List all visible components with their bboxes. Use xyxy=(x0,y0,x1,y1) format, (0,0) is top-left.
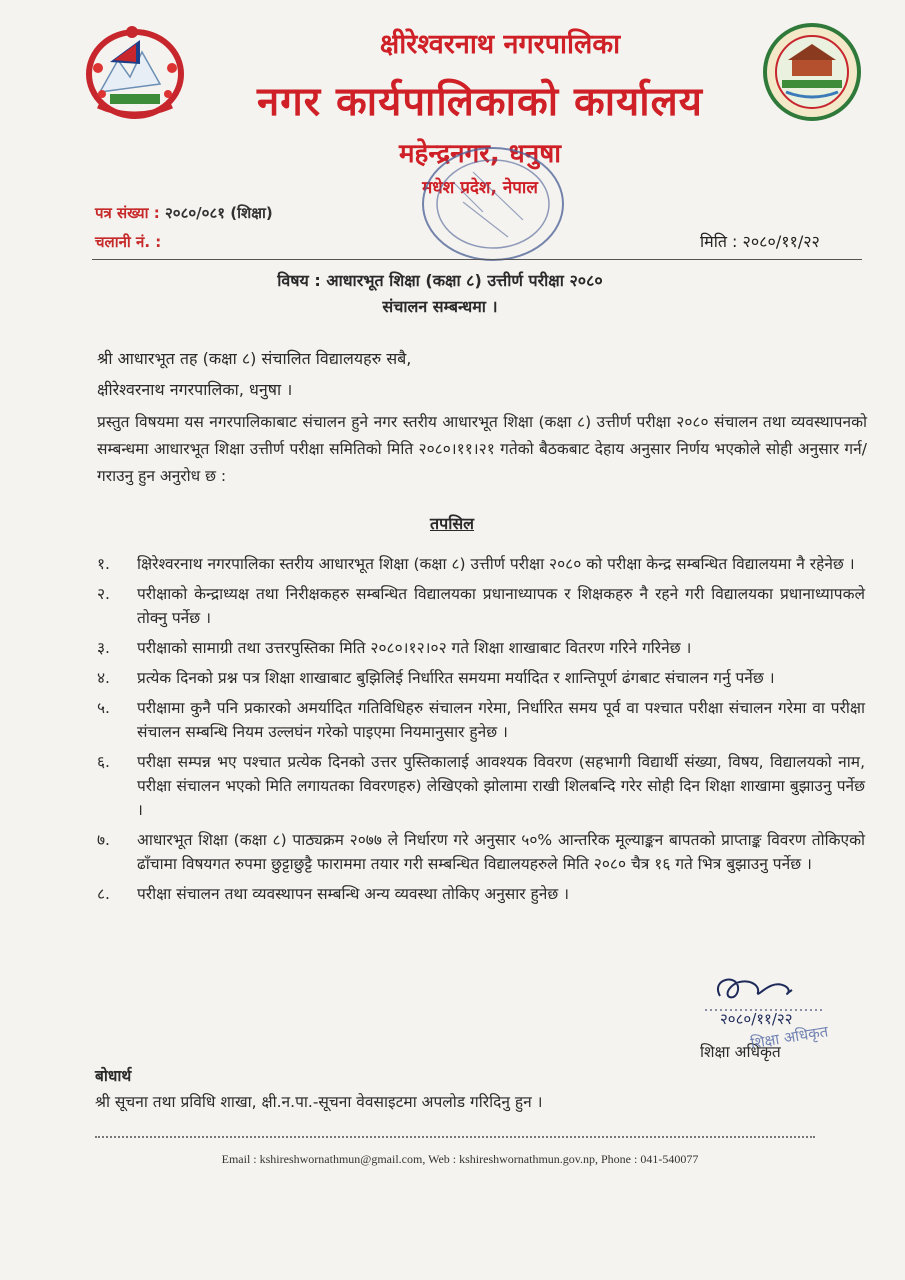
list-item-text: परीक्षा संचालन तथा व्यवस्थापन सम्बन्धि अन्य व्यवस्था तोकिए अनुसार हुनेछ । xyxy=(137,885,570,903)
list-item xyxy=(95,696,865,744)
footer-contact: Email : kshireshwornathmun@gmail.com, Web : kshireshwornathmun.gov.np, Phone : 041-540077 xyxy=(221,1152,699,1166)
list-item-number: ५. xyxy=(97,699,110,717)
office-name: नगर कार्यपालिकाको कार्यालय xyxy=(257,79,703,125)
office-location: महेन्द्रनगर, धनुषा xyxy=(398,139,561,169)
body-paragraph: प्रस्तुत विषयमा यस नगरपालिकाबाट संचालन हुने नगर स्तरीय आधारभूत शिक्षा (कक्षा ८) उत्तीर्ण परीक्षा २०८० संचालन तथा व्यवस्थापनको सम्बन्धमा आधारभूत शिक्षा उत्तीर्ण परीक्षा समितिको मिति २०८०।११।२१ गतेको बैठकबाट देहाय अनुसार निर्णय भएकोले सोही अनुसार गर्न/गराउनु हुन अनुरोध छ : xyxy=(97,413,867,485)
municipality-logo-icon xyxy=(762,22,862,122)
list-item xyxy=(95,666,865,690)
header-divider xyxy=(92,259,862,260)
list-item xyxy=(95,882,865,906)
list-item-number: ३. xyxy=(97,639,110,657)
list-item xyxy=(95,582,865,630)
cc-title: बोधार्थ xyxy=(95,1067,132,1085)
list-item-number: ७. xyxy=(97,831,110,849)
list-item-text: आधारभूत शिक्षा (कक्षा ८) पाठ्यक्रम २०७७ ले निर्धारण गरे अनुसार ५०% आन्तरिक मूल्याङ्कन बापतको प्राप्ताङ्क विवरण तोकिएको ढाँचामा विषयगत रुपमा छुट्टाछुट्टै फाराममा तयार गरी सम्बन्धित विद्यालयहरुले मिति २०८० चैत्र १६ गते भित्र बुझाउनु पर्नेछ । xyxy=(137,831,865,873)
list-item-number: ६. xyxy=(97,753,110,771)
signature-icon xyxy=(700,968,830,1028)
list-item-text: परीक्षा सम्पन्न भए पश्चात प्रत्येक दिनको उत्तर पुस्तिकालाई आवश्यक विवरण (सहभागी विद्यार्थी संख्या, विषय, विद्यालयको नाम, परीक्षा संचालन भएको मिति लगायतका विवरणहरु) लेखिएको झोलामा राखी शिलबन्दि गरेर सोही दिन शिक्षा शाखामा बुझाउनु पर्नेछ । xyxy=(137,753,865,819)
cc-line: श्री सूचना तथा प्रविधि शाखा, क्षी.न.पा.-सूचना वेवसाइटमा अपलोड गरिदिनु हुन । xyxy=(95,1093,543,1111)
subject-line-2: संचालन सम्बन्धमा । xyxy=(382,297,498,316)
letter-date: मिति : २०८०/११/२२ xyxy=(700,232,820,251)
list-item xyxy=(95,636,865,660)
signatory-title: शिक्षा अधिकृत xyxy=(700,1043,781,1061)
list-item-number: १. xyxy=(97,555,110,573)
list-item-text: क्षिरेश्वरनाथ नगरपालिका स्तरीय आधारभूत शिक्षा (कक्षा ८) उत्तीर्ण परीक्षा २०८० को परीक्षा केन्द्र सम्बन्धित विद्यालयमा नै रहेनेछ । xyxy=(137,555,855,573)
list-item xyxy=(95,828,865,876)
list-item-number: ४. xyxy=(97,669,110,687)
list-item-text: प्रत्येक दिनको प्रश्न पत्र शिक्षा शाखाबाट बुझिलिई निर्धारित समयमा मर्यादित र शान्तिपूर्ण ढंगबाट संचालन गर्नु पर्नेछ । xyxy=(137,669,775,687)
letter-number xyxy=(95,203,273,223)
list-item xyxy=(95,552,865,576)
annex-title: तपसिल xyxy=(429,514,475,533)
list-item-text: परीक्षामा कुनै पनि प्रकारको अमर्यादित गतिविधिहरु संचालन गरेमा, निर्धारित समय पूर्व वा पश्चात परीक्षा संचालन गरेमा वा परीक्षा संचालन सम्बन्धि नियम उल्लघंन गरेको पाइएमा नियमानुसार हुनेछ । xyxy=(137,699,865,741)
province-name: मधेश प्रदेश, नेपाल xyxy=(422,178,538,198)
list-item xyxy=(95,750,865,822)
dispatch-number-label: चलानी नं. : xyxy=(95,233,162,251)
list-item-text: परीक्षाको सामाग्री तथा उत्तरपुस्तिका मिति २०८०।१२।०२ गते शिक्षा शाखाबाट वितरण गरिने गरिनेछ । xyxy=(137,639,692,657)
list-item-number: ८. xyxy=(97,885,110,903)
footer-divider xyxy=(95,1136,815,1138)
nepal-emblem-icon xyxy=(80,22,190,120)
letter-number-label: पत्र संख्या : xyxy=(95,204,160,222)
signature-date: २०८०/११/२२ xyxy=(720,1010,793,1028)
subject-block xyxy=(180,268,700,320)
official-stamp-icon xyxy=(413,142,573,267)
addressee-line-1: श्री आधारभूत तह (कक्षा ८) संचालित विद्यालयहरु सबै, xyxy=(97,349,412,368)
letter-number-value: २०८०/०८१ (शिक्षा) xyxy=(164,204,273,222)
signatory-stamp: शिक्षा अधिकृत xyxy=(749,1022,830,1053)
list-item-text: परीक्षाको केन्द्राध्यक्ष तथा निरीक्षकहरु सम्बन्धित विद्यालयका प्रधानाध्यापक र शिक्षकहरु नै रहने गरी विद्यालयका प्रधानाध्यापकले तोक्नु पर्नेछ । xyxy=(137,585,865,627)
addressee-line-2: क्षीरेश्वरनाथ नगरपालिका, धनुषा । xyxy=(97,380,293,399)
list-item-number: २. xyxy=(97,585,110,603)
subject-line-1: विषय : आधारभूत शिक्षा (कक्षा ८) उत्तीर्ण परीक्षा २०८० xyxy=(277,271,603,290)
addressee-block xyxy=(97,343,411,405)
municipality-name: क्षीरेश्वरनाथ नगरपालिका xyxy=(379,29,621,60)
decision-list xyxy=(95,552,865,912)
